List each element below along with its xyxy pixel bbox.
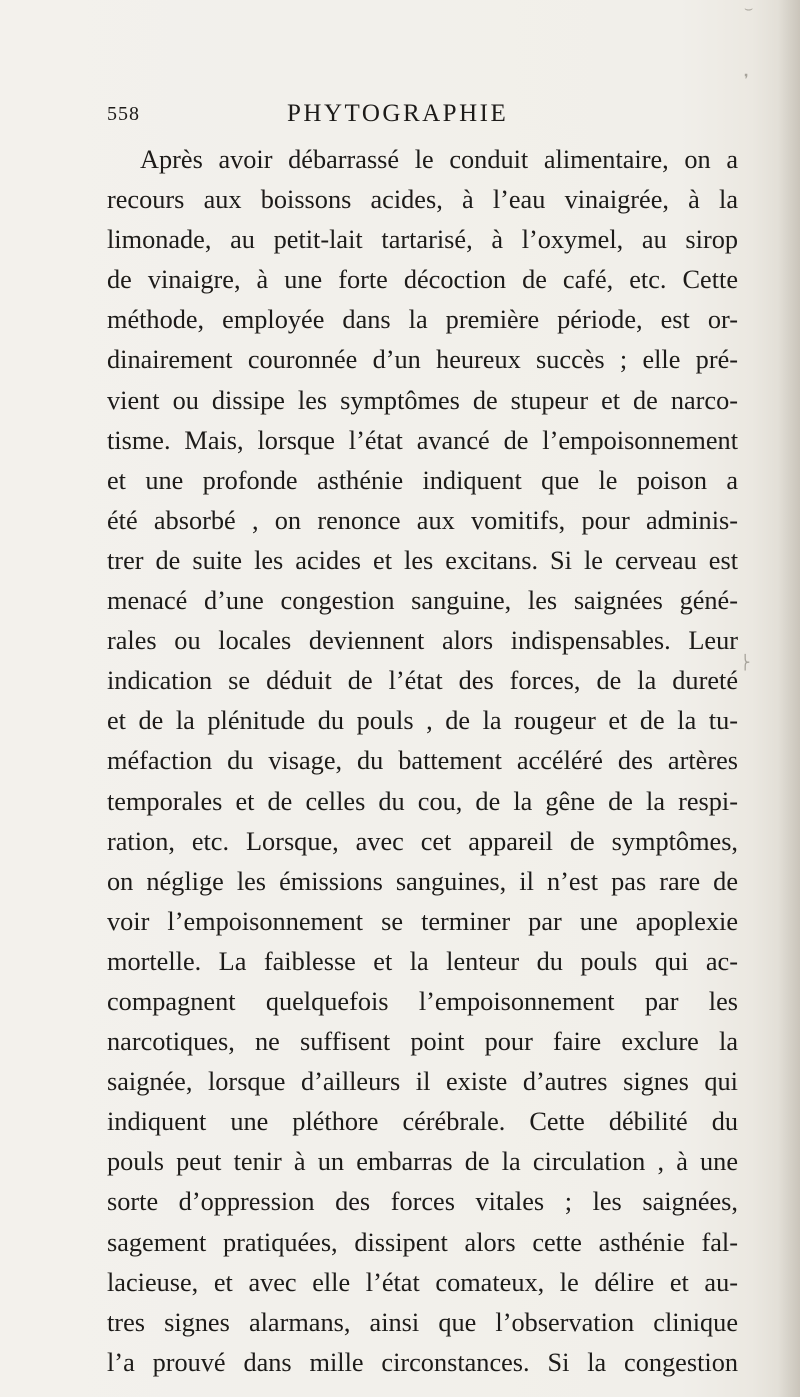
text-line: sorte d’oppression des forces vitales ; les saignées, <box>107 1187 738 1217</box>
text-line: pouls peut tenir à un embarras de la circulation , à une <box>107 1147 738 1177</box>
margin-mark-middle: ⎬ <box>740 656 751 671</box>
text-line: vient ou dissipe les symptômes de stupeur et de narco- <box>107 385 738 415</box>
text-line: méthode, employée dans la première période, est or- <box>107 305 738 335</box>
running-head: PHYTOGRAPHIE <box>287 100 509 127</box>
text-line: et de la plénitude du pouls , de la rougeur et de la tu- <box>107 706 738 736</box>
text-line: Après avoir débarrassé le conduit alimentaire, on a <box>140 145 738 174</box>
text-line: lacieuse, et avec elle l’état comateux, le délire et au- <box>107 1267 738 1297</box>
text-line: été absorbé , on renonce aux vomitifs, pour adminis- <box>107 505 738 535</box>
text-line: ration, etc. Lorsque, avec cet appareil de symptômes, <box>107 826 738 856</box>
text-line: limonade, au petit-lait tartarisé, à l’oxymel, au sirop <box>107 225 738 255</box>
text-line: et une profonde asthénie indiquent que le poison a <box>107 465 738 495</box>
text-line: méfaction du visage, du battement accéléré des artères <box>107 746 738 776</box>
text-line: l’a prouvé dans mille circonstances. Si la congestion <box>107 1347 738 1377</box>
text-line: temporales et de celles du cou, de la gêne de la respi- <box>107 786 738 816</box>
text-line: compagnent quelquefois l’empoisonnement par les <box>107 986 738 1016</box>
text-line: tres signes alarmans, ainsi que l’observation clinique <box>107 1307 738 1337</box>
text-line: narcotiques, ne suffisent point pour faire exclure la <box>107 1027 738 1057</box>
text-line: mortelle. La faiblesse et la lenteur du pouls qui ac- <box>107 946 738 976</box>
text-line: tisme. Mais, lorsque l’état avancé de l’empoisonnement <box>107 425 738 455</box>
text-line: indiquent une pléthore cérébrale. Cette débilité du <box>107 1107 738 1137</box>
page-header <box>107 100 737 136</box>
text-line: indication se déduit de l’état des forces, de la dureté <box>107 666 738 696</box>
text-line: rales ou locales deviennent alors indispensables. Leur <box>107 626 738 656</box>
text-line: dinairement couronnée d’un heureux succès ; elle pré- <box>107 345 738 375</box>
text-line: sagement pratiquées, dissipent alors cette asthénie fal- <box>107 1227 738 1257</box>
body-text <box>107 140 738 1383</box>
text-line: de vinaigre, à une forte décoction de café, etc. Cette <box>107 265 738 295</box>
text-line: saignée, lorsque d’ailleurs il existe d’autres signes qui <box>107 1067 738 1097</box>
text-line: on néglige les émissions sanguines, il n’est pas rare de <box>107 866 738 896</box>
margin-mark-upper: ❜ <box>744 73 749 88</box>
margin-mark-top: ⌣ <box>744 2 754 17</box>
text-line: trer de suite les acides et les excitans. Si le cerveau est <box>107 545 738 575</box>
text-line: voir l’empoisonnement se terminer par une apoplexie <box>107 906 738 936</box>
margin-marks <box>740 0 800 1397</box>
text-line: menacé d’une congestion sanguine, les saignées géné- <box>107 586 738 616</box>
text-line: recours aux boissons acides, à l’eau vinaigrée, à la <box>107 185 738 215</box>
page-number: 558 <box>107 103 140 125</box>
